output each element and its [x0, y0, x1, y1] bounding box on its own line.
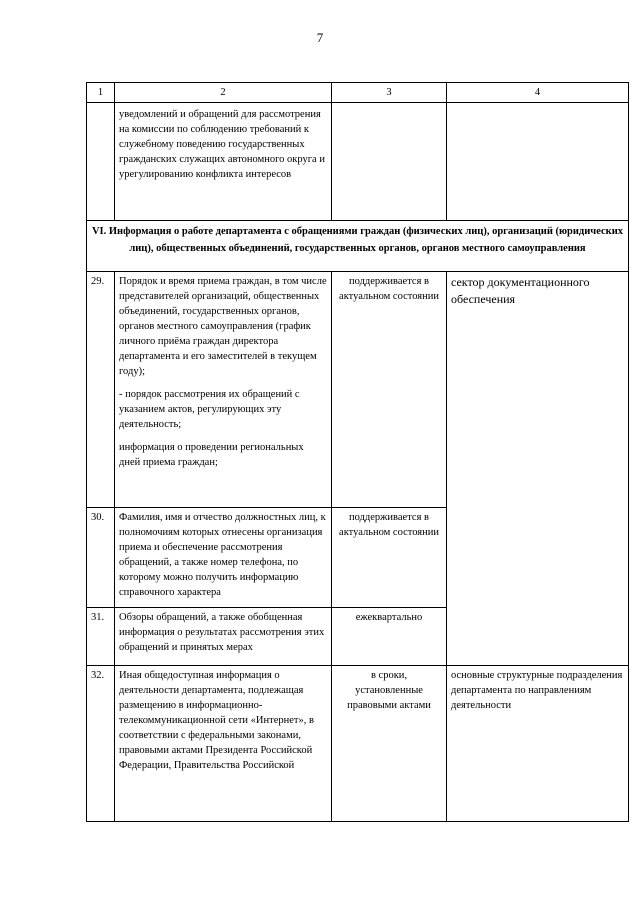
- continuation-row: [87, 103, 629, 221]
- section-title: VI. Информация о работе департамента с обращениями граждан (физических лиц), организаций (юридических лиц), общественных объединений, государственных органов, органов местного самоуправления: [87, 221, 629, 272]
- header-cell: 2: [115, 83, 332, 103]
- row-description: [115, 508, 332, 608]
- row-responsible: [447, 103, 629, 221]
- row-description: [115, 608, 332, 666]
- row-period: поддерживается в актуальном состоянии: [332, 272, 447, 508]
- header-cell: 3: [332, 83, 447, 103]
- row-number: 32.: [87, 666, 115, 822]
- row-responsible: сектор документационного обеспечения: [447, 272, 629, 666]
- row-period: ежеквартально: [332, 608, 447, 666]
- row-number: 29.: [87, 272, 115, 508]
- row-paragraph: Фамилия, имя и отчество должностных лиц, к полномочиям которых отнесены организация приема и обеспечение рассмотрения обращений, а также номер телефона, по которому можно получить информацию справочного характера: [119, 512, 326, 598]
- row-description: [115, 666, 332, 822]
- row-number: 30.: [87, 508, 115, 608]
- document-table: [86, 82, 629, 822]
- row-paragraph: Обзоры обращений, а также обобщенная информация о результатах рассмотрения этих обращений и принятых мерах: [119, 612, 325, 653]
- row-paragraph: Иная общедоступная информация о деятельности департамента, подлежащая размещению в информационно-телекоммуникационной сети «Интернет», в соответствии с федеральными законами, правовыми актами Президента Российской Федерации, Правительства Российской: [119, 670, 314, 771]
- table-row: [87, 666, 629, 822]
- table-row: [87, 272, 629, 508]
- table-header-row: [87, 83, 629, 103]
- header-cell: 1: [87, 83, 115, 103]
- header-cell: 4: [447, 83, 629, 103]
- row-paragraph: - порядок рассмотрения их обращений с указанием актов, регулирующих эту деятельность;: [119, 389, 300, 430]
- row-paragraph: Порядок и время приема граждан, в том числе представителей организаций, общественных объединений, государственных органов, органов местного самоуправления (график личного приёма граждан директора департамента и его заместителей в текущем году);: [119, 276, 327, 377]
- section-row: [87, 221, 629, 272]
- row-period: поддерживается в актуальном состоянии: [332, 508, 447, 608]
- row-responsible: основные структурные подразделения департамента по направлениям деятельности: [447, 666, 629, 822]
- row-number: [87, 103, 115, 221]
- row-period: [332, 103, 447, 221]
- row-description: [115, 272, 332, 508]
- page-number: 7: [316, 30, 324, 45]
- row-number: 31.: [87, 608, 115, 666]
- row-period: в сроки, установленные правовыми актами: [332, 666, 447, 822]
- row-description: уведомлений и обращений для рассмотрения на комиссии по соблюдению требований к служебному поведению государственных гражданских служащих автономного округа и урегулированию конфликта интересов: [115, 103, 332, 221]
- row-paragraph: информация о проведении региональных дней приема граждан;: [119, 442, 304, 468]
